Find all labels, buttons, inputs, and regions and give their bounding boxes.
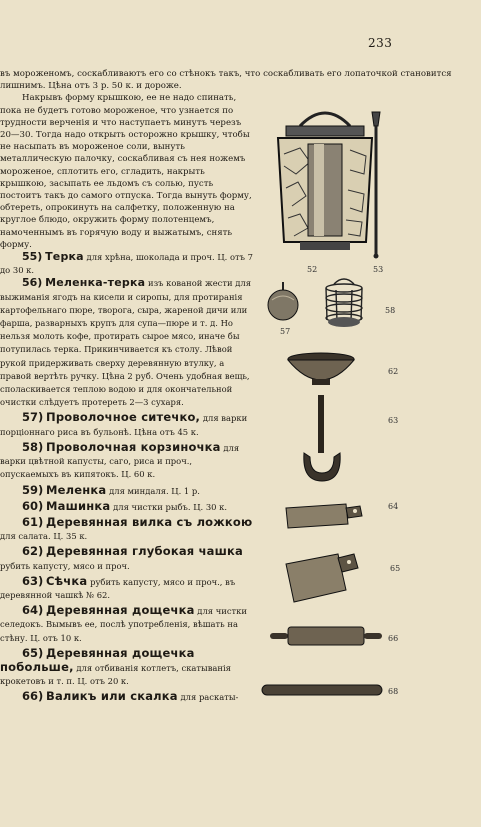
item-number: 55) [22, 250, 43, 264]
item-number: 65) [22, 645, 44, 660]
item-description: рубить капусту, мясо и проч., въ деревянной чашкѣ № 62. [0, 576, 236, 600]
list-item-59 [0, 484, 253, 498]
list-item-61 [0, 516, 253, 543]
item-title: Деревянная глубокая чашка [46, 544, 244, 559]
figure-label: 65 [390, 564, 401, 573]
item-number: 58) [22, 439, 44, 454]
figure-label: 57 [280, 327, 291, 336]
list-item-57 [0, 411, 253, 438]
list-item-58 [0, 441, 253, 482]
item-number: 64) [22, 603, 44, 618]
illustrations-column [258, 90, 481, 740]
rod-pin-icon [260, 682, 384, 698]
item-description: для хрѣна, шоколада и проч. Ц. отъ 7 до 30 к. [0, 252, 253, 276]
page-number: 233 [368, 36, 393, 50]
figure-label: 68 [388, 687, 399, 696]
item-description: для чистки рыбъ. Ц. 30 к. [113, 501, 228, 512]
item-description: изъ кованой жести для выжиманія ягодъ на кисели и сиропы, для протиранія картофельнаго пюре, творога, сыра, жареной дичи или фарша, разварныхъ крупъ для супа—пюре и т. д. Но нельзя молоть кофе, протирать сырое мясо, иначе бы потупилась терка. Прикинчивается къ столу. Лѣвой рукой придерживать сверху деревянную втулку, а правой вертѣть ручку. Цѣна 2 руб. Очень удобная вещь, споласкивается теплою водою и для окончательной очистки слѣдуетъ протереть 2—3 сухаря. [0, 278, 251, 408]
item-number: 61) [22, 514, 44, 529]
list-item-56 [0, 277, 253, 409]
item-title: Меленка-терка [45, 276, 146, 290]
list-item-63 [0, 575, 253, 602]
figure-label: 66 [388, 634, 399, 643]
item-title: Валикъ или скалка [46, 689, 178, 704]
wire-basket-icon [320, 276, 368, 332]
figure-label: 63 [388, 416, 399, 425]
ice-cream-freezer-icon [270, 104, 380, 254]
item-description: для чистки селедокъ. Вымывъ ее, послѣ употребленія, вѣшать на стѣну. Ц. отъ 10 к. [0, 606, 247, 643]
figure-label: 52 [307, 265, 318, 274]
list-item-55 [0, 251, 253, 277]
item-description: для раскаты- [180, 692, 239, 703]
instruction-paragraph: Накрывъ форму крышкою, ее не надо спинать, пока не будетъ готово мороженое, что узнается по трудности верченія и что наступаетъ минутъ черезъ 20—30. Тогда надо открыть осторожно крышку, чтобы не насыпать въ мороженое соли, вынуть металлическую палочку, соскабливая съ нея ножемъ мороженое, сплотить его, сгладить, накрыть крышкою, засыпать ее льдомъ съ солью, пусть постоитъ такъ до самого отпуска. Тогда вынуть форму, обтереть, опрокинуть на салфетку, положенную на круглое блюдо, окружить форму полотенцемъ, намоченнымъ въ горячую воду и выжатымъ, снять форму. [0, 93, 252, 250]
item-description: для варки цвѣтной капусты, саго, риса и проч., опускаемыхъ въ кипятокъ. Ц. 60 к. [0, 442, 240, 480]
item-description: для варки порціоннаго риса въ бульонѣ. Цѣна отъ 45 к. [0, 413, 248, 437]
wooden-bowl-icon [286, 352, 356, 388]
rolling-pin-icon [266, 624, 386, 648]
item-number: 62) [22, 544, 44, 559]
stirring-rod-icon [366, 110, 386, 260]
chopper-icon [300, 395, 344, 485]
item-title: Машинка [46, 498, 111, 513]
item-number: 57) [22, 410, 44, 425]
list-item-66 [0, 690, 253, 704]
item-title: Проволочное ситечко, [46, 410, 201, 425]
large-board-icon [282, 550, 362, 606]
figure-label: 64 [388, 502, 399, 511]
item-description: рубить капусту, мясо и проч. [0, 560, 130, 571]
list-item-65 [0, 647, 253, 689]
list-item-64 [0, 604, 253, 645]
item-description: для салата. Ц. 35 к. [0, 531, 88, 542]
item-title: Терка [45, 250, 84, 264]
item-number: 56) [22, 276, 43, 290]
item-description: для миндаля. Ц. 1 р. [109, 485, 200, 496]
item-number: 59) [22, 482, 44, 497]
figure-label: 62 [388, 367, 399, 376]
item-title: Деревянная вилка съ ложкою [46, 514, 253, 529]
item-description: для отбиванія котлетъ, скатыванія крокетовъ и т. п. Ц. отъ 20 к. [0, 662, 231, 687]
figure-label: 58 [385, 306, 396, 315]
figure-label: 53 [373, 265, 384, 274]
item-title: Деревянная дощечка побольше, [0, 645, 195, 674]
item-title: Сѣчка [46, 573, 88, 588]
item-number: 60) [22, 498, 44, 513]
item-title: Проволочная корзиночка [46, 439, 221, 454]
intro-text: въ мороженомъ, соскабливаютъ его со стѣнокъ такъ, что соскабливать его лопаточкой становится лишнимъ. Цѣна отъ 3 р. 50 к. и дороже. [0, 69, 452, 92]
item-title: Деревянная дощечка [46, 603, 195, 618]
item-number: 66) [22, 689, 44, 704]
item-title: Меленка [46, 482, 107, 497]
item-number: 63) [22, 573, 44, 588]
wire-strainer-ball-icon [266, 282, 300, 322]
small-board-icon [284, 498, 364, 530]
list-item-60 [0, 500, 253, 514]
list-item-62 [0, 545, 253, 572]
